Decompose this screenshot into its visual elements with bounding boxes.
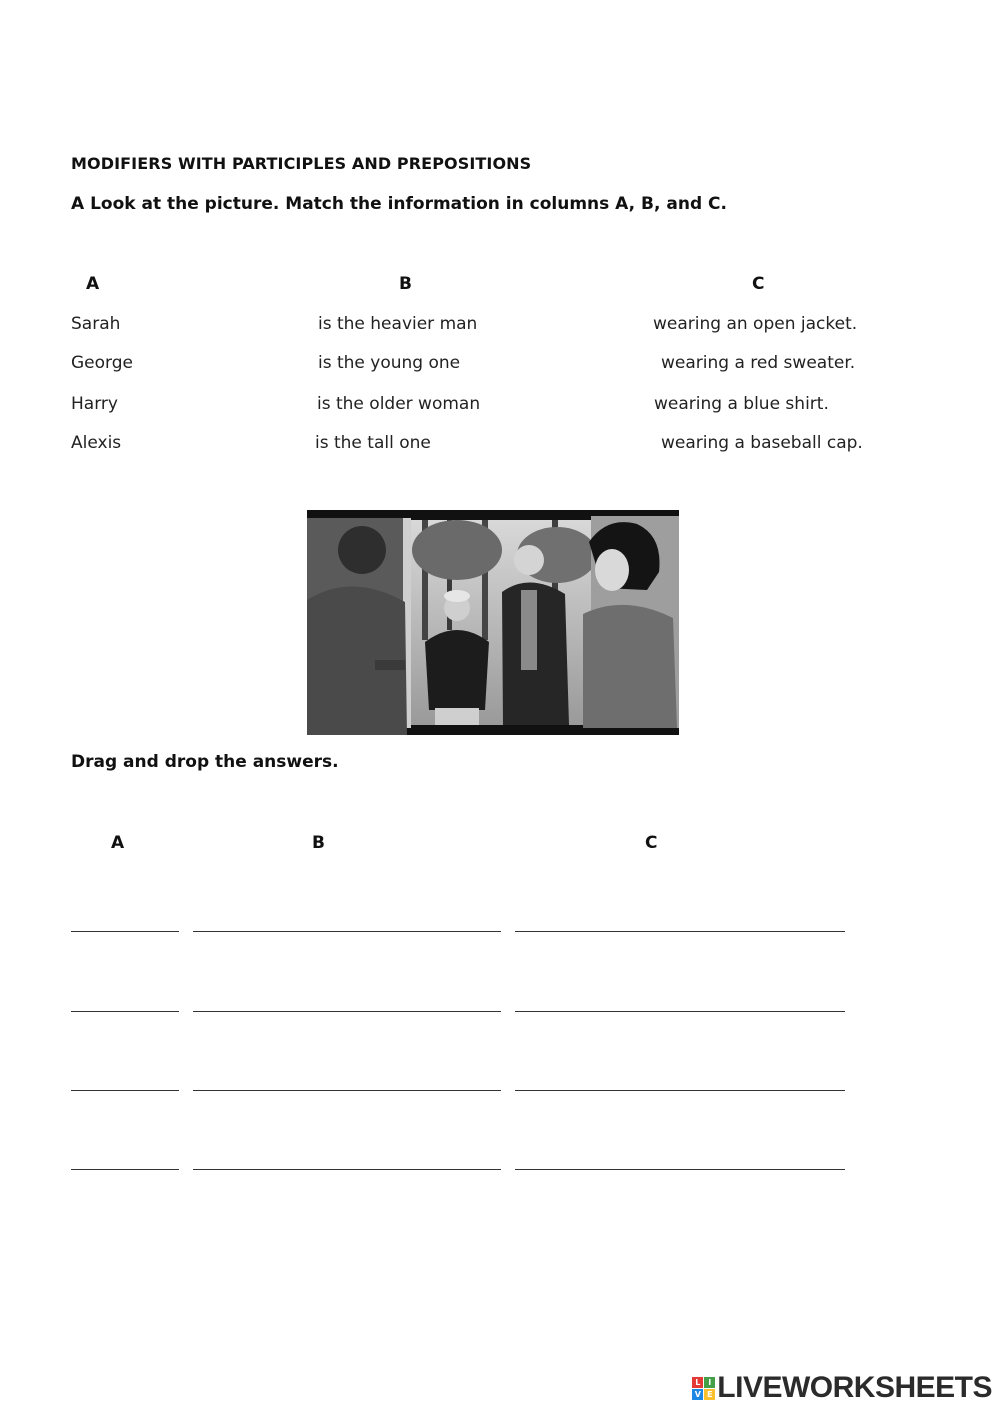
name-cell: Sarah (71, 314, 121, 334)
column-a-header: A (86, 274, 100, 294)
answer-blank-a[interactable] (71, 1011, 179, 1012)
answer-blank-a[interactable] (71, 1169, 179, 1170)
answer-column-b-header: B (312, 833, 325, 853)
answer-blank-b[interactable] (193, 1090, 501, 1091)
answer-column-c-header: C (645, 833, 658, 853)
description-cell: is the tall one (315, 433, 431, 453)
clothing-cell: wearing a blue shirt. (654, 394, 829, 414)
liveworksheets-wordmark (717, 1371, 992, 1405)
answer-blank-c[interactable] (515, 1011, 845, 1012)
description-cell: is the heavier man (318, 314, 478, 334)
instruction-text: A Look at the picture. Match the information in columns A, B, and C. (71, 194, 727, 214)
answer-blank-c[interactable] (515, 931, 845, 932)
drag-instruction: Drag and drop the answers. (71, 752, 339, 772)
logo-letter: I (704, 1377, 715, 1388)
column-c-header: C (752, 274, 765, 294)
name-cell: George (71, 353, 133, 373)
logo-letter: L (692, 1377, 703, 1388)
answer-blank-c[interactable] (515, 1090, 845, 1091)
name-cell: Harry (71, 394, 118, 414)
answer-blank-b[interactable] (193, 931, 501, 932)
people-photo (307, 510, 679, 735)
column-b-header: B (399, 274, 412, 294)
clothing-cell: wearing an open jacket. (653, 314, 858, 334)
brand-prefix: LIVE (717, 1371, 782, 1404)
description-cell: is the older woman (317, 394, 481, 414)
answer-blank-a[interactable] (71, 931, 179, 932)
worksheet-title: MODIFIERS WITH PARTICIPLES AND PREPOSITIONS (71, 154, 532, 173)
name-cell: Alexis (71, 433, 122, 453)
clothing-cell: wearing a baseball cap. (661, 433, 863, 453)
answer-column-a-header: A (111, 833, 125, 853)
logo-letter: V (692, 1389, 703, 1400)
liveworksheets-brand (692, 1371, 992, 1405)
description-cell: is the young one (318, 353, 461, 373)
liveworksheets-logo-icon (692, 1377, 715, 1400)
clothing-cell: wearing a red sweater. (661, 353, 856, 373)
logo-letter: E (704, 1389, 715, 1400)
brand-suffix: WORKSHEETS (781, 1371, 992, 1404)
answer-blank-c[interactable] (515, 1169, 845, 1170)
answer-blank-b[interactable] (193, 1169, 501, 1170)
answer-blank-b[interactable] (193, 1011, 501, 1012)
answer-blank-a[interactable] (71, 1090, 179, 1091)
people-photo-illustration (307, 510, 679, 735)
